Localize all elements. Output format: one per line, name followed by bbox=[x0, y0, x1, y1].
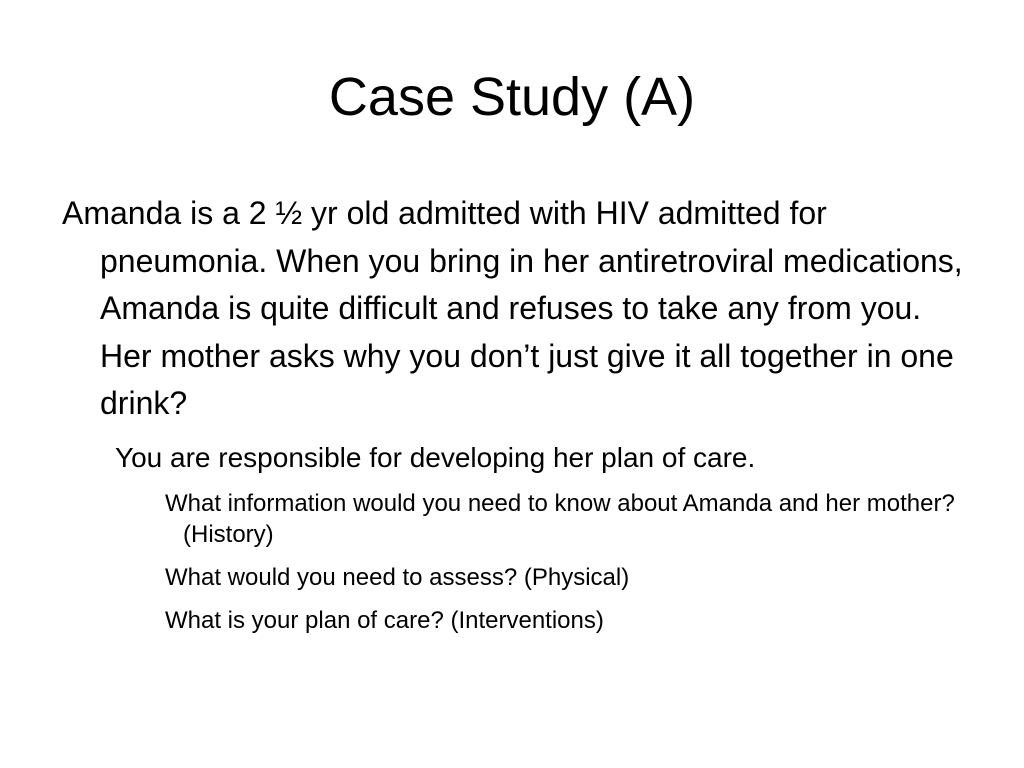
sub-point: You are responsible for developing her plan of care. bbox=[115, 441, 756, 473]
question-interventions: What is your plan of care? (Interventions) bbox=[165, 606, 604, 634]
question-physical: What would you need to assess? (Physical) bbox=[165, 563, 630, 591]
slide-title: Case Study (A) bbox=[328, 67, 696, 127]
question-history: What information would you need to know about Amanda and her mother? (History) bbox=[165, 489, 955, 548]
case-description: Amanda is a 2 ½ yr old admitted with HIV admitted for pneumonia. When you bring in her antiretroviral medications, Amanda is quite difficult and refuses to take any from you. Her mother asks why you don’t just give it all together in one drink? bbox=[62, 195, 963, 421]
slide-body bbox=[62, 190, 967, 636]
